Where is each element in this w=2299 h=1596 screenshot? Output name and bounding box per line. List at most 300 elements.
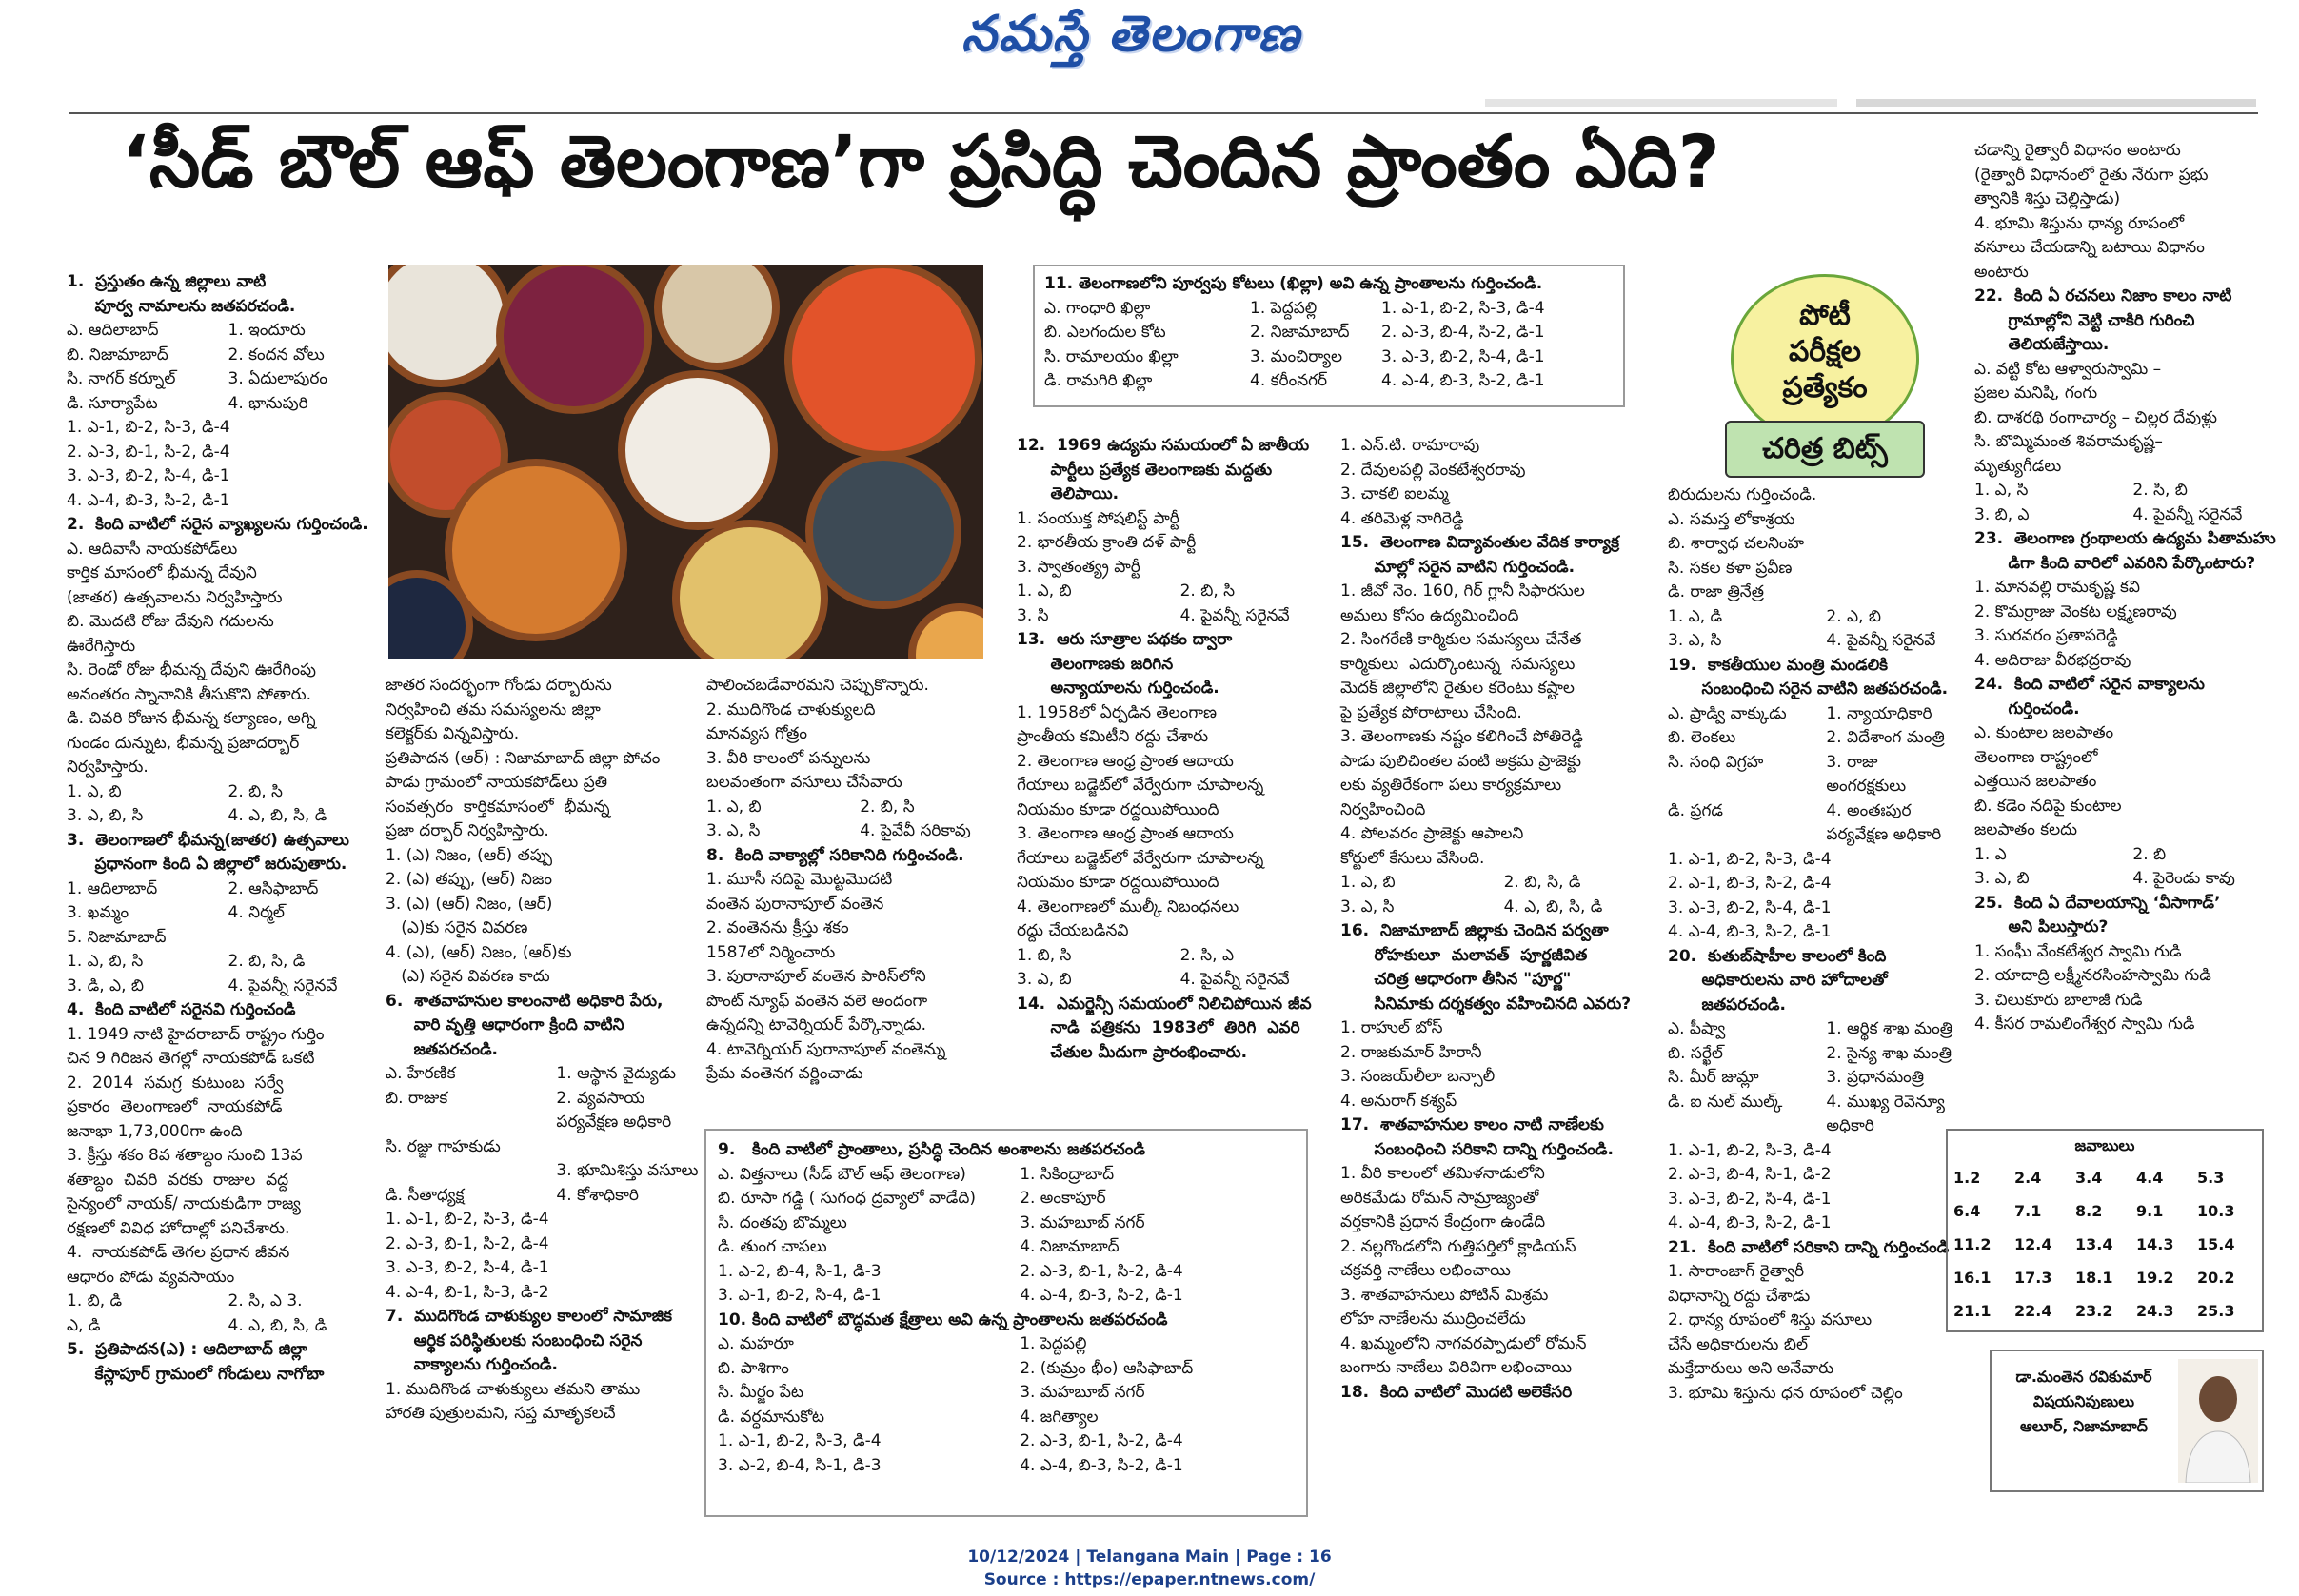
option-right: 1. ఇందూరు	[228, 321, 306, 340]
answer-item: 23.2	[2075, 1302, 2113, 1320]
author-photo	[2178, 1359, 2258, 1483]
option-text: 2. రాజకుమార్ హిరానీ	[1340, 1042, 1482, 1062]
option-right: 2. సైన్య శాఖ మంత్రి	[1826, 1043, 1952, 1063]
option-text: 2. దేవులపల్లి వెంకటేశ్వరరావు	[1340, 460, 1526, 480]
option-pair	[718, 1187, 1298, 1212]
option-text: 3. సంజయ్‌లీలా బన్సాలీ	[1340, 1067, 1496, 1086]
option-text: 3. స్వాతంత్య్ర పార్టీ	[1017, 557, 1140, 577]
option-right: 4. ఎ, బి, సి, డి	[228, 806, 327, 825]
option-pair	[1974, 843, 2279, 868]
option-left: 3. ఎ, సి	[1340, 897, 1395, 916]
option-right: 3. భూమిశిస్తు వసూలు	[556, 1161, 699, 1180]
option-right: 3. మహబూబ్ నగర్	[1020, 1212, 1145, 1232]
option-left: 1. ఎ, బి, సి	[67, 952, 144, 971]
option-text: 4. కీసర రామలింగేశ్వర స్వామి గుడి	[1974, 1015, 2195, 1034]
question-text: 3. తెలంగాణలో భీమన్న(జాతర) ఉత్సవాలు	[67, 830, 349, 850]
author-role: విషయనిపుణులు	[2032, 1392, 2135, 1410]
option-left: ఎ, డి	[67, 1315, 101, 1335]
option-text: బంగారు నాణేలు విరివిగా లభించాయి	[1340, 1358, 1573, 1377]
option-right: 2. సి, ఎ 3.	[228, 1291, 303, 1310]
option-right: 2. ఎ-3, బి-1, సి-2, డి-4	[1020, 1261, 1183, 1281]
question-11-cell: 3. మంచిర్యాల	[1250, 346, 1343, 366]
question-text: సంబంధించి సరైన వాటిని జతపరచండి.	[1668, 680, 1949, 699]
option-left: 1. ఆదిలాబాద్	[67, 878, 158, 898]
option-pair	[1668, 605, 1972, 630]
option-left: బి. రాజుక	[386, 1088, 448, 1108]
option-right: అధికారి	[1826, 1116, 1874, 1135]
option-text: 4. ఎ-4, బి-3, సి-2, డి-1	[67, 490, 230, 510]
option-left: డి. సూర్యాపేట	[67, 393, 158, 413]
history-bits-label: చరిత్ర బిట్స్	[1725, 421, 1925, 478]
option-left: 3. సి	[1017, 605, 1049, 625]
option-left: 1. బి, సి	[1017, 945, 1072, 965]
question-text: నాడి పత్రికను 1983లో తిరిగి ఎవరి	[1017, 1018, 1300, 1037]
question-11-cell: 1. పెద్దపల్లి	[1250, 298, 1318, 318]
option-left: 3. ఎ-2, బి-4, సి-1, డి-3	[718, 1455, 882, 1475]
option-text: బి. మొదటి రోజు దేవుని గదులను	[67, 612, 274, 631]
question-text: జతపరచండి.	[1668, 995, 1786, 1015]
option-pair	[1668, 629, 1972, 654]
option-right: 4. ఎ, బి, సి, డి	[1503, 897, 1603, 916]
option-left: డి. వర్ధమానుకోట	[718, 1407, 825, 1427]
question-text: అని పిలుస్తారు?	[1974, 917, 2109, 936]
option-text: రక్షణలో వివిధ హోదాల్లో పనిచేశారు.	[67, 1218, 290, 1238]
option-text: ప్రజా దర్బార్ నిర్వహిస్తారు.	[386, 821, 549, 840]
option-text: ఆధారం పోడు వ్యవసాయం	[67, 1267, 235, 1287]
option-left: సి. మీర్జం పేట	[718, 1383, 804, 1402]
option-pair	[1017, 944, 1331, 969]
option-text: 1. సంయుక్త సోషలిస్ట్ పార్టీ	[1017, 508, 1179, 528]
option-right: 2. బి, సి	[1179, 581, 1236, 601]
option-text: అనంతరం స్నానానికి తీసుకొని పోతారు.	[67, 684, 311, 704]
option-text: 4. తరిమెళ్ల నాగిరెడ్డి	[1340, 508, 1464, 528]
option-left: 3. ఎ, బి	[1974, 869, 2030, 888]
option-text: 1. వీరి కాలంలో తమిళనాడులోని	[1340, 1164, 1545, 1183]
option-left: 3. ఎ, బి	[1017, 970, 1072, 989]
option-left: ఎ. మహరూ	[718, 1334, 794, 1353]
option-pair	[718, 1454, 1298, 1479]
option-text: 3. తెలంగాణకు నష్టం కలిగించే పోతిరెడ్డి	[1340, 727, 1583, 746]
option-pair	[718, 1429, 1298, 1454]
option-left: బి. రూసా గడ్డి ( సుగంధ ద్రవ్యాలో వాడేది)	[718, 1189, 976, 1208]
option-text: ప్రజల మనిషి, గంగు	[1974, 384, 2098, 403]
option-pair	[67, 901, 377, 926]
option-text: గుండం దున్నుట, భీమన్న ప్రజాదర్బార్	[67, 733, 300, 753]
option-right: 1. పెద్దపల్లి	[1020, 1334, 1087, 1353]
option-text: 4. పోలవరం ప్రాజెక్టు ఆపాలని	[1340, 824, 1524, 843]
option-text: వర్తకానికి ప్రధాన కేంద్రంగా ఉండేది	[1340, 1212, 1546, 1231]
question-11-cell: బి. ఎలగందుల కోట	[1044, 323, 1166, 342]
option-pair	[1668, 751, 1972, 776]
option-text: 1587లో నిర్మించారు	[706, 942, 836, 962]
option-left: 3. ఖమ్మం	[67, 903, 129, 922]
option-text: (జాతర) ఉత్సవాలను నిర్వహిస్తారు	[67, 587, 283, 607]
option-text: 1. ఎ-1, బి-2, సి-3, డి-4	[1668, 1140, 1832, 1160]
option-text: 3. చిలుకూరు బాలాజీ గుడి	[1974, 990, 2143, 1010]
option-right: పర్యవేక్షణ అధికారి	[1826, 825, 1942, 844]
option-pair	[67, 975, 377, 999]
option-text: 3. ఎ-3, బి-2, సి-4, డి-1	[386, 1258, 549, 1277]
option-right: పర్యవేక్షణ అధికారి	[556, 1113, 672, 1132]
option-pair	[718, 1381, 1298, 1406]
question-text: 17. శాతవాహనుల కాలం నాటి నాణేలకు	[1340, 1115, 1604, 1134]
option-text: రద్దు చేయబడినవి	[1017, 921, 1129, 940]
option-text: కలెక్టర్‌కు విన్నవిస్తారు.	[386, 724, 520, 743]
option-pair	[1668, 1114, 1972, 1139]
newspaper-logo: నమస్తే తెలంగాణ	[961, 6, 1301, 63]
option-right: 2. బి	[2132, 844, 2167, 864]
option-right: 2. ఎ, బి	[1826, 606, 1882, 626]
option-text: 4. ఎ-4, బి-3, సి-2, డి-1	[1668, 922, 1832, 941]
question-text: చరిత్ర ఆధారంగా తీసిన "పూర్ణ"	[1340, 970, 1572, 989]
option-left: డి. సీతాధ్యక్ష	[386, 1185, 465, 1205]
question-11-row	[1044, 321, 1615, 345]
option-text: నియమం కూడా రద్దయిపోయింది	[1017, 873, 1219, 892]
option-text: 1. ఎ-1, బి-2, సి-3, డి-4	[1668, 849, 1832, 869]
question-text: సంబంధించి సరికాని దాన్ని గుర్తించండి.	[1340, 1139, 1614, 1159]
option-text: గేయాలు బడ్జెట్‌లో వేర్వేరుగా చూపాలన్న	[1017, 776, 1264, 795]
question-text: 24. కింది వాటిలో సరైన వాక్యాలను	[1974, 675, 2205, 694]
option-left: 1. ఎ, బి	[1340, 873, 1396, 892]
answer-item: 2.4	[2014, 1169, 2042, 1187]
option-text: 4. ఎ-4, బి-1, సి-3, డి-2	[386, 1282, 549, 1302]
option-pair	[67, 950, 377, 975]
option-text: 2. వంతెనను క్రీస్తు శకం	[706, 918, 849, 937]
answer-item: 11.2	[1953, 1235, 1992, 1253]
question-text: 13. ఆరు సూత్రాల పథకం ద్వారా	[1017, 630, 1233, 649]
column-2	[386, 674, 714, 1427]
option-right: అంగరక్షకులు	[1826, 777, 1907, 796]
option-text: ఎ. సమస్త లోకాశ్రయ	[1668, 509, 1795, 529]
option-right: 4. పైవన్నీ సరైనవే	[228, 975, 338, 995]
question-text: 23. తెలంగాణ గ్రంథాలయ ఉద్యమ పితామహు	[1974, 529, 2276, 548]
answer-item: 22.4	[2014, 1302, 2052, 1320]
author-portrait-icon	[2178, 1359, 2258, 1483]
option-text: 1. రాహుల్ బోస్	[1340, 1018, 1443, 1037]
option-text: డి. రాజా త్రినేత్ర	[1668, 582, 1764, 601]
option-pair	[718, 1284, 1298, 1309]
option-text: పై ప్రత్యేక పోరాటాలు చేసింది.	[1340, 702, 1522, 722]
option-left: బి. నిజామాబాద్	[67, 345, 168, 365]
answer-item: 24.3	[2136, 1302, 2174, 1320]
option-right: 2. బి, సి	[228, 781, 283, 801]
badge-text	[1734, 298, 1916, 406]
question-text: 25. కింది ఏ దేవాలయాన్ని ‘వీసాగాడ్’	[1974, 893, 2221, 913]
option-text: అంటారు	[1974, 262, 2029, 282]
question-text: 14. ఎమర్జెన్సీ సమయంలో నిలిచిపోయిన జీవ	[1017, 994, 1312, 1014]
option-left	[1668, 1114, 1826, 1139]
option-text: 2. ఎ-1, బి-3, సి-2, డి-4	[1668, 874, 1832, 893]
option-right: 2. వ్యవసాయ	[556, 1088, 645, 1108]
option-text: 3. భూమి శిస్తును ధన రూపంలో చెల్లిం	[1668, 1383, 1903, 1403]
option-text: గేయాలు బడ్జెట్‌లో వేర్వేరుగా చూపాలన్న	[1017, 848, 1264, 868]
option-text: 1. మూసీ నదిపై మొట్టమొదటి	[706, 870, 893, 889]
question-text: తెలంగాణకు జరిగిన	[1017, 654, 1174, 674]
question-text: గ్రామాల్లోని వెట్టి చాకిరి గురించి	[1974, 310, 2195, 330]
question-text: 1. ప్రస్తుతం ఉన్న జిల్లాలు వాటి	[67, 272, 267, 291]
question-11	[1044, 272, 1615, 394]
question-11-cell: 2. నిజామాబాద్	[1250, 323, 1350, 342]
badge-line3: ప్రత్యేకం	[1782, 371, 1868, 404]
option-text: 2. తెలంగాణ ఆంధ్ర ప్రాంత ఆదాయ	[1017, 751, 1234, 771]
option-right: 2. విదేశాంగ మంత్రి	[1826, 728, 1945, 747]
option-text: 2. నల్లగొండలోని గుత్తిపర్తిలో క్లాడియస్	[1340, 1236, 1576, 1256]
top-rule-shade-right	[1856, 99, 2256, 107]
questions-9-10-box	[704, 1129, 1308, 1517]
option-text: 4. నాయకపోడ్ తెగల ప్రధాన జీవన	[67, 1243, 290, 1262]
answer-item: 6.4	[1953, 1202, 1981, 1220]
answer-item: 19.2	[2136, 1269, 2174, 1287]
option-text: 3. సురవరం ప్రతాపరెడ్డి	[1974, 626, 2118, 645]
option-text: అరికమేడు రోమన్ సామ్రాజ్యంతో	[1340, 1188, 1539, 1208]
option-left	[386, 1111, 556, 1135]
option-left: డి. తుంగ చాపలు	[718, 1237, 827, 1256]
option-pair	[1017, 968, 1331, 993]
option-left: 3. ఎ, సి	[706, 821, 761, 840]
option-right: 2. కందన వోలు	[228, 345, 325, 365]
option-pair	[1668, 1066, 1972, 1091]
option-pair	[1974, 867, 2279, 892]
option-pair	[718, 1260, 1298, 1285]
option-pair	[1668, 823, 1972, 848]
option-text: మెదక్ జిల్లాలోని రైతుల కరెంటు కష్టాల	[1340, 679, 1575, 698]
option-pair	[718, 1235, 1298, 1260]
answer-item: 12.4	[2014, 1235, 2052, 1253]
option-right: 1. ఆస్థాన వైద్యుడు	[556, 1064, 676, 1083]
option-right: 3. మహబూబ్ నగర్	[1020, 1383, 1145, 1402]
option-pair	[1668, 726, 1972, 751]
option-left: సి. సంధి విగ్రహ	[1668, 752, 1764, 772]
option-text: 3. క్రీస్తు శకం 8వ శతాబ్దం నుంచి 13వ	[67, 1146, 303, 1165]
author-text	[1995, 1365, 2172, 1439]
footer-date-page: 10/12/2024 | Telangana Main | Page : 16	[967, 1547, 1332, 1566]
answer-item: 4.4	[2136, 1169, 2164, 1187]
option-text: 4. ఎ-4, బి-3, సి-2, డి-1	[1668, 1213, 1832, 1232]
option-right: 4. జగిత్యాల	[1020, 1407, 1099, 1427]
answer-item: 20.2	[2197, 1269, 2235, 1287]
option-pair	[67, 1290, 377, 1314]
option-text: సంవత్సరం కార్తికమాసంలో భీమన్న	[386, 797, 610, 817]
question-text: 10. కింది వాటిలో బౌద్ధమత క్షేత్రాలు అవి ఉన్న ప్రాంతాలను జతపరచండి	[718, 1310, 1168, 1330]
option-text: 1. ముదిగొండ చాళుక్యులు తమని తాము	[386, 1379, 641, 1399]
option-right: 4. పైవన్నీ సరైనవే	[1179, 605, 1290, 625]
option-pair	[67, 780, 377, 805]
question-text: వారి వృత్తి ఆధారంగా క్రింది వాటిని	[386, 1015, 624, 1034]
option-text: ప్రతిపాదన (ఆర్) : నిజామాబాద్ జిల్లా పోచం	[386, 748, 661, 768]
option-right: 2. బి, సి, డి	[1503, 873, 1581, 892]
option-text: వంతెన పురానాపూల్ వంతెన	[706, 894, 884, 914]
question-text: అధికారులను వారి హోదాలతో	[1668, 971, 1888, 990]
option-right: 4. నిజామాబాద్	[1020, 1237, 1120, 1256]
question-text: ఆర్థిక పరిస్థితులకు సంబంధించి సరైన	[386, 1330, 643, 1350]
option-text: 1. ఎ-1, బి-2, సి-3, డి-4	[67, 418, 230, 437]
answer-item: 16.1	[1953, 1269, 1992, 1287]
option-pair	[67, 367, 377, 392]
option-pair	[718, 1163, 1298, 1188]
option-right: 3. ప్రధానమంత్రి	[1826, 1068, 1925, 1087]
question-11-cell: 4. ఎ-4, బి-3, సి-2, డి-1	[1381, 371, 1545, 390]
option-text: (రైత్వారీ విధానంలో రైతు నేరుగా ప్రభు	[1974, 165, 2209, 185]
option-text: లోహ నాణేలను ముద్రించలేదు	[1340, 1310, 1526, 1329]
option-text: త్వానికి శిస్తు చెల్లిస్తాడు)	[1974, 189, 2121, 208]
option-pair	[1974, 503, 2279, 528]
option-left: ఎ. విత్తనాలు (సీడ్ బౌల్ ఆఫ్ తెలంగాణ)	[718, 1164, 966, 1184]
option-text: 3. ఎ-3, బి-2, సి-4, డి-1	[1668, 1189, 1832, 1209]
option-text: 2. ఎ-3, బి-1, సి-2, డి-4	[67, 442, 230, 462]
option-pair	[386, 1087, 714, 1112]
column-5	[1340, 434, 1655, 1405]
option-right: 4. నిర్మల్	[228, 903, 285, 922]
option-pair	[1340, 896, 1655, 920]
page-footer	[0, 1546, 2299, 1591]
option-pair	[706, 796, 1001, 820]
option-pair	[1668, 1017, 1972, 1042]
option-text: 1. 1958లో ఏర్పడిన తెలంగాణ	[1017, 702, 1218, 722]
option-text: పాడు పులిచింతల వంటి అక్రమ ప్రాజెక్టు	[1340, 751, 1581, 771]
option-left: 1. ఎ, బి	[706, 797, 762, 817]
answer-item: 10.3	[2197, 1202, 2235, 1220]
option-text: పొంట్ న్యూఫ్ వంతెన వలె అందంగా	[706, 991, 928, 1011]
option-text: 2. యాదాద్రి లక్ష్మీనరసింహస్వామి గుడి	[1974, 966, 2211, 985]
question-11-rows	[1044, 297, 1615, 394]
question-text: 8. కింది వాక్యాల్లో సరికానిది గుర్తించండి.	[706, 845, 964, 865]
question-11-row	[1044, 345, 1615, 370]
question-text: సినిమాకు దర్శకత్వం వహించినది ఎవరు?	[1340, 994, 1632, 1014]
option-right: 4. ఎ-4, బి-3, సి-2, డి-1	[1020, 1455, 1183, 1475]
question-11-cell: 3. ఎ-3, బి-2, సి-4, డి-1	[1381, 346, 1545, 366]
answer-item: 21.1	[1953, 1302, 1992, 1320]
option-text: ఎ. కుంటాల జలపాతం	[1974, 723, 2114, 742]
option-text: 4. టావెర్నియర్ పురానాపూల్ వంతెన్ను	[706, 1039, 946, 1059]
option-text: హారతి పుత్రులమని, సప్త మాతృకలచే	[386, 1404, 616, 1423]
option-pair	[1974, 479, 2279, 503]
question-11-cell: డి. రామగిరి ఖిల్లా	[1044, 371, 1153, 390]
question-text: డిగా కింది వారిలో ఎవరిని పేర్కొంటారు?	[1974, 553, 2256, 573]
option-right: 4. ఎ-4, బి-3, సి-2, డి-1	[1020, 1286, 1183, 1305]
option-text: 1. సంఘీ వేంకటేశ్వర స్వామి గుడి	[1974, 941, 2182, 961]
answer-item: 9.1	[2136, 1202, 2164, 1220]
answers-title: జవాబులు	[2074, 1136, 2135, 1154]
option-pair	[67, 319, 377, 344]
question-11-title: 11. తెలంగాణలోని పూర్వపు కోటలు (ఖిల్లా) అవి ఉన్న ప్రాంతాలను గుర్తించండి.	[1044, 274, 1543, 293]
option-text: (ఎ)కు సరైన వివరణ	[386, 918, 528, 937]
option-text: 3. చాకలి ఐలమ్మ	[1340, 484, 1449, 503]
option-right: 1. సికింద్రాబాద్	[1020, 1164, 1115, 1184]
option-left: 3. ఎ, బి, సి	[67, 806, 144, 825]
question-text: మాల్లో సరైన వాటిని గుర్తించండి.	[1340, 557, 1576, 577]
option-pair	[1017, 604, 1331, 629]
author-name: డా.మంతెన రవికుమార్	[2015, 1368, 2152, 1386]
option-text: ఎ. ఆదివాసీ నాయకపోడ్‌లు	[67, 539, 238, 559]
question-11-box	[1033, 265, 1625, 407]
option-text: 2. ఎ-3, బి-4, సి-1, డి-2	[1668, 1165, 1832, 1184]
column-3	[706, 674, 1001, 1087]
option-right: 2. సి, ఎ	[1179, 945, 1235, 965]
option-right: 2. (కుమ్రం భీం) ఆసిఫాబాద్	[1020, 1358, 1194, 1378]
option-left: 1. ఎ-1, బి-2, సి-3, డి-4	[718, 1431, 882, 1450]
question-11-cell: 2. ఎ-3, బి-4, సి-2, డి-1	[1381, 323, 1545, 342]
option-pair	[1668, 702, 1972, 727]
question-text: 20. కుతుబ్‌షాహీల కాలంలో కింది	[1668, 946, 1887, 966]
question-text: 21. కింది వాటిలో సరికాని దాన్ని గుర్తించండి	[1668, 1237, 1950, 1257]
option-text: 2. ధాన్య రూపంలో శిస్తు వసూలు	[1668, 1310, 1873, 1330]
option-text: అమలు కోసం ఉద్యమించింది	[1340, 605, 1519, 625]
answer-item: 8.2	[2075, 1202, 2103, 1220]
question-text: 15. తెలంగాణ విద్యావంతుల వేదిక కార్యాక్ర	[1340, 533, 1620, 552]
answer-item: 7.1	[2014, 1202, 2042, 1220]
question-text: గుర్తించండి.	[1974, 699, 2080, 719]
option-text: 2. (ఎ) తప్పు, (ఆర్) నిజం	[386, 870, 552, 889]
question-text: పూర్వ నామాలను జతపరచండి.	[67, 296, 296, 316]
option-text: 4. (ఎ), (ఆర్) నిజం, (ఆర్)కు	[386, 942, 572, 962]
option-left: 1. ఎ	[1974, 844, 2007, 864]
option-text: 2. సింగరేణి కార్మికుల సమస్యలు చేనేత	[1340, 630, 1582, 649]
option-pair	[386, 1159, 714, 1184]
option-text: వసూలు చేయడాన్ని బటాయి విధానం	[1974, 238, 2205, 257]
question-text: 9. కింది వాటిలో ప్రాంతాలు, ప్రసిద్ధి చెందిన అంశాలను జతపరచండి	[718, 1140, 1145, 1159]
option-pair	[1668, 1042, 1972, 1067]
option-text: బలవంతంగా వసూలు చేసేవారు	[706, 773, 902, 792]
option-left: ఎ. ప్రాడ్వి వాక్కుడు	[1668, 703, 1787, 723]
option-right: 2. ఎ-3, బి-1, సి-2, డి-4	[1020, 1431, 1183, 1450]
option-left	[1668, 823, 1826, 848]
question-text: 6. శాతవాహనుల కాలంనాటి అధికారి పేరు,	[386, 991, 664, 1011]
option-text: డి. చివరి రోజున భీమన్న కల్యాణం, అగ్ని	[67, 709, 316, 728]
option-text: 3. పురానాపూల్ వంతెన పారిస్‌లోని	[706, 967, 926, 986]
option-text: లకు వ్యతిరేకంగా పలు కార్యక్రమాలు	[1340, 776, 1562, 795]
option-right: 4. కోశాధికారి	[556, 1185, 639, 1205]
answers-grid	[1953, 1169, 2258, 1320]
option-text: జలపాతం కలదు	[1974, 820, 2078, 839]
answer-item: 14.3	[2136, 1235, 2174, 1253]
option-text: కార్తిక మాసంలో భీమన్న దేవుని	[67, 563, 257, 582]
option-right: 4. అంతఃపుర	[1826, 800, 1912, 820]
question-11-cell: 4. కరీంనగర్	[1250, 371, 1328, 390]
question-11-cell: సి. రామాలయం ఖిల్లా	[1044, 346, 1179, 366]
answer-item: 18.1	[2075, 1269, 2113, 1287]
option-right	[556, 1135, 714, 1160]
option-left: 3. డి, ఎ, బి	[67, 975, 145, 995]
option-right: 4. పైవన్నీ సరైనవే	[2132, 504, 2243, 524]
option-left: సి. రజ్జు గాహకుడు	[386, 1136, 501, 1156]
option-text: 3. ఎ-3, బి-2, సి-4, డి-1	[1668, 897, 1832, 917]
option-right: 3. రాజు	[1826, 752, 1878, 772]
question-text: తెలియజేస్తాయి.	[1974, 335, 2110, 354]
column-7	[1974, 139, 2279, 1037]
option-text: 2. 2014 సమగ్ర కుటుంబ సర్వే	[67, 1073, 284, 1093]
author-place: ఆలూర్, నిజామాబాద్	[2020, 1417, 2148, 1435]
option-pair	[386, 1062, 714, 1087]
option-right: 3. ఏదులాపురం	[228, 369, 328, 388]
top-rule-shade-left	[1485, 99, 1837, 107]
badge-line1: పోటీ	[1799, 299, 1851, 332]
question-text: చేతుల మీదుగా ప్రారంభించారు.	[1017, 1042, 1248, 1062]
option-pair	[386, 1111, 714, 1135]
option-text: మానవ్యస గోత్రం	[706, 724, 807, 743]
option-text: ప్రకారం తెలంగాణలో నాయకపోడ్	[67, 1097, 283, 1116]
option-text: 2. భారతీయ క్రాంతి దళ్ పార్టీ	[1017, 533, 1197, 552]
option-pair	[386, 1184, 714, 1209]
question-text: కేస్లాపూర్ గ్రామంలో గోండులు నాగోబా	[67, 1364, 325, 1384]
option-text: బిరుదులను గుర్తించండి.	[1668, 485, 1817, 504]
answer-item: 25.3	[2197, 1302, 2235, 1320]
option-text: బి. శార్వాధ చలనింహ	[1668, 534, 1805, 553]
badge-line2: పరీక్షల	[1788, 335, 1862, 368]
option-pair	[67, 804, 377, 829]
option-right: 4. ముఖ్య రెవెన్యూ	[1826, 1092, 1945, 1112]
option-text: 1. ఎ-1, బి-2, సి-3, డి-4	[386, 1210, 549, 1229]
option-left: బి. లెంకలు	[1668, 728, 1736, 747]
